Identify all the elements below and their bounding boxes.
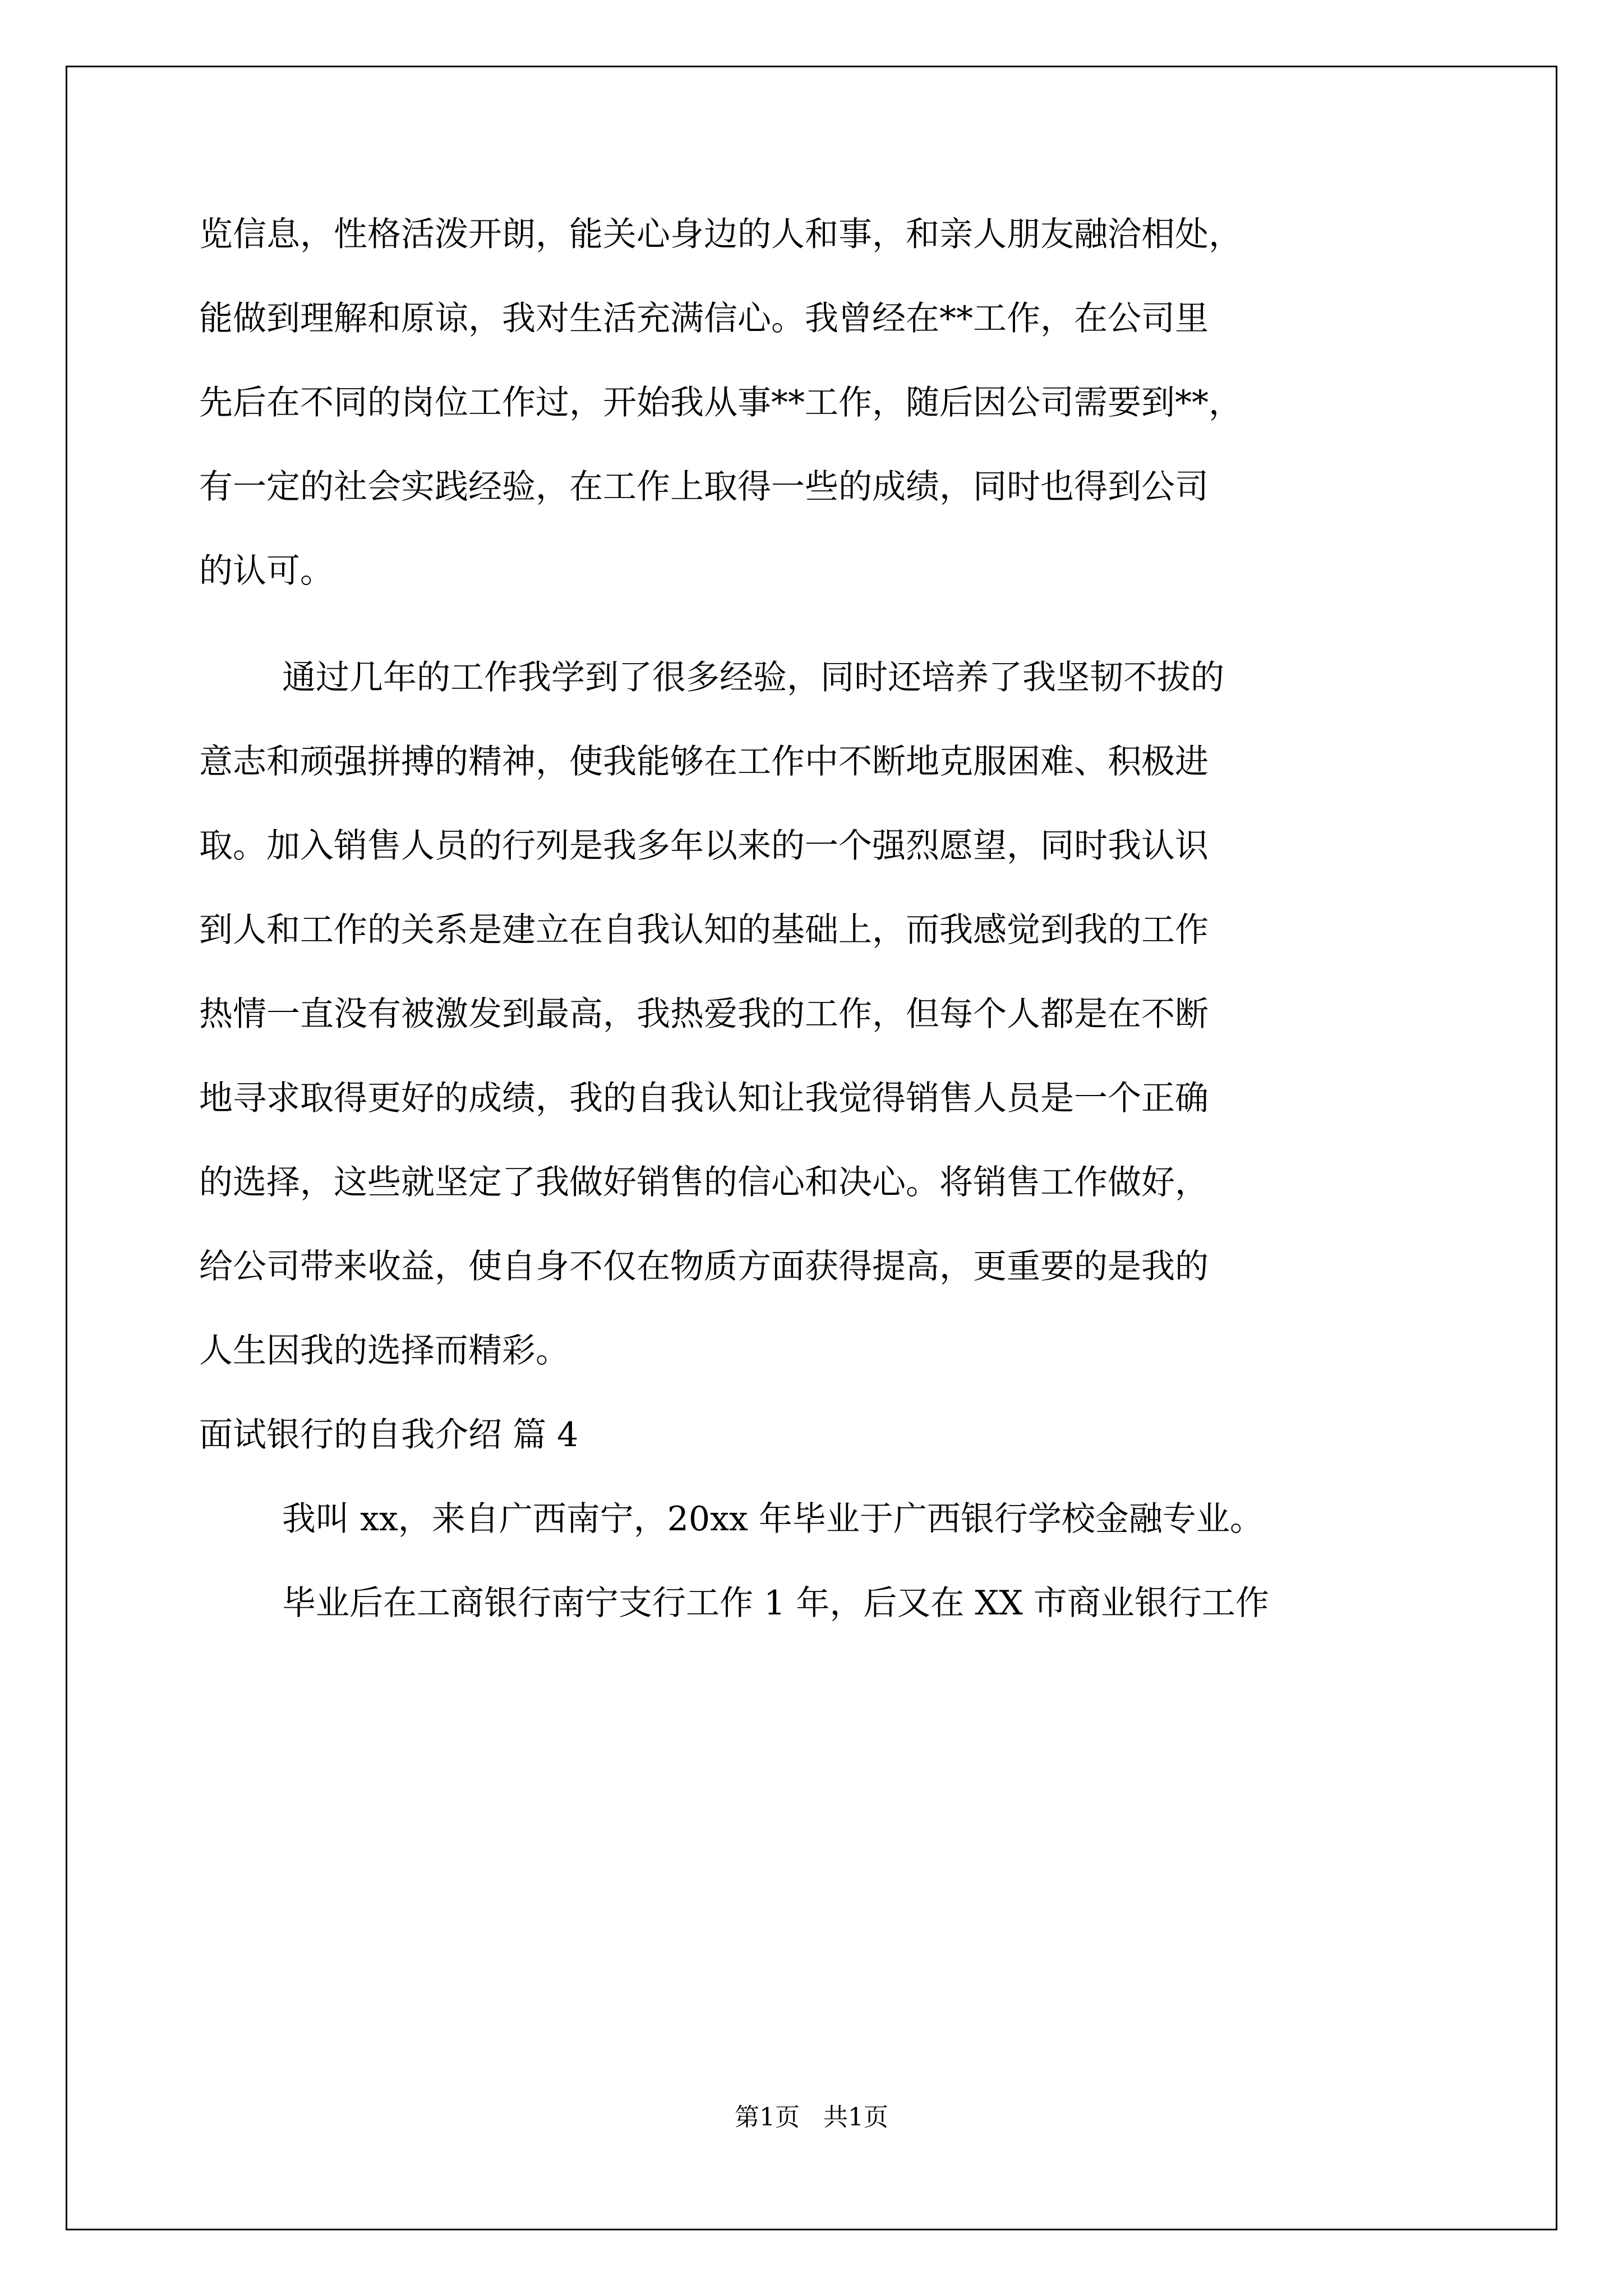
section-heading: 面试银行的自我介绍 篇 4 [199,1415,579,1455]
paragraph-line: 给公司带来收益，使自身不仅在物质方面获得提高，更重要的是我的 [199,1247,1209,1286]
paragraph-line: 地寻求取得更好的成绩，我的自我认知让我觉得销售人员是一个正确 [199,1079,1209,1118]
paragraph-line: 先后在不同的岗位工作过，开始我从事**工作，随后因公司需要到**， [199,383,1242,422]
paragraph-line: 能做到理解和原谅，我对生活充满信心。我曾经在**工作，在公司里 [199,299,1209,338]
paragraph-line: 热情一直没有被激发到最高，我热爱我的工作，但每个人都是在不断 [199,995,1209,1034]
page-footer: 第1页 共1页 [735,2103,888,2132]
paragraph-line: 毕业后在工商银行南宁支行工作 1 年，后又在 XX 市商业银行工作 [282,1584,1269,1623]
paragraph-line: 意志和顽强拼搏的精神，使我能够在工作中不断地克服困难、积极进 [199,742,1209,781]
paragraph-line: 我叫 xx，来自广西南宁，20xx 年毕业于广西银行学校金融专业。 [282,1499,1264,1539]
paragraph-line: 的认可。 [199,551,334,591]
paragraph-line: 览信息，性格活泼开朗，能关心身边的人和事，和亲人朋友融洽相处， [199,215,1242,254]
paragraph-line: 取。加入销售人员的行列是我多年以来的一个强烈愿望，同时我认识 [199,826,1209,866]
paragraph-line: 到人和工作的关系是建立在自我认知的基础上，而我感觉到我的工作 [199,910,1209,950]
paragraph-line: 有一定的社会实践经验，在工作上取得一些的成绩，同时也得到公司 [199,467,1209,507]
paragraph-line: 通过几年的工作我学到了很多经验，同时还培养了我坚韧不拔的 [282,658,1224,697]
paragraph-line: 人生因我的选择而精彩。 [199,1331,569,1370]
paragraph-line: 的选择，这些就坚定了我做好销售的信心和决心。将销售工作做好， [199,1163,1209,1202]
